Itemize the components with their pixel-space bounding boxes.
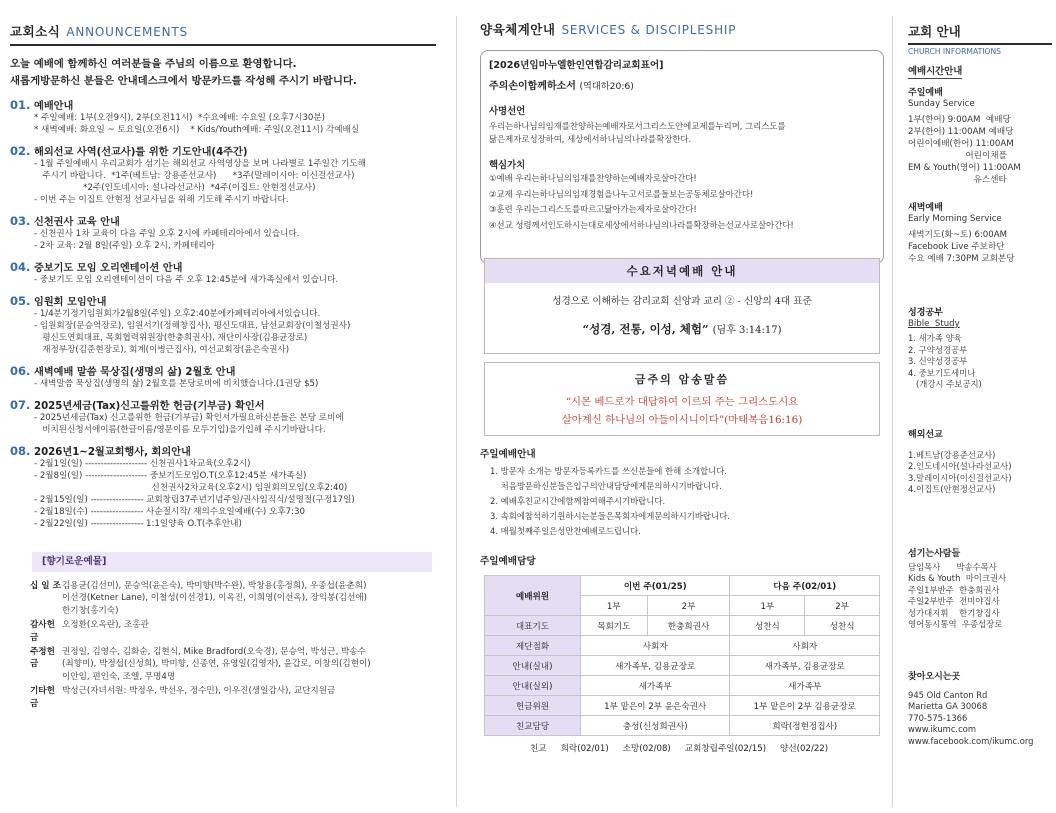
wednesday-service-subject: 성경으로 이해하는 감리교회 신앙과 교리 ② - 신앙의 4대 표준 <box>552 296 812 307</box>
wednesday-service-title: 수요저녁예배 안내 <box>485 259 879 283</box>
announcement-item: 03. 신천권사 교육 안내 - 신천권사 1차 교육이 다음 주일 오후 2시에 카페테리아에서 있습니다. - 2차 교육: 2월 8일(주일) 오후 2시, 카페테리아 <box>10 214 300 251</box>
wednesday-service-keywords: “성경, 전통, 이성, 체험” (딤후 3:14:17) <box>582 322 782 336</box>
church-info-title: 교회 안내 <box>908 22 1052 45</box>
values-title: 핵심가치 <box>489 160 526 171</box>
sunday-guide-list: 1. 방문자 소개는 방문자등록카드를 쓰신분들에 한해 소개합니다. 처음방문하신분들은입구의안내담당에게문의하시기바랍니다. 2. 예배후친교시간에함께참여해주시기바랍니다. 3. 속회에참석하기원하시는분들은목회자에게문의하시기바랍니다. 4. 매월첫째주일은성만찬예배로드립니다. <box>490 466 730 536</box>
column-divider-left <box>456 16 457 807</box>
offering-row: 감사헌금 오정환(오옥란), 조홍관 <box>30 620 149 643</box>
staff-title: 섬기는사람들 <box>908 548 961 559</box>
announcement-item: 07. 2025년세금(Tax)신고를위한 헌금(기부금) 확인서 - 2025년세금(Tax) 신고를위한 헌금(기부금) 확인서가필요하신분들은 본당 로비에 비치된신청서에이름(한글이름/영문이름 모두기입)을기입해 주시기바랍니다. <box>10 398 344 435</box>
offerings-header: [향기로운예물] <box>32 552 432 572</box>
table-row: 예배위원 이번 주(01/25) 다음 주(02/01) <box>485 576 880 596</box>
table-row: 대표기도 목회기도 한충희권사 성찬식 성찬식 <box>485 616 880 636</box>
dawn-service-times: 새벽기도(화~토) 6:00AM Facebook Live 주보하단 수요 예배 7:30PM 교회본당 <box>908 230 1015 264</box>
table-row: 안내(실외) 새가족부 새가족부 <box>485 676 880 696</box>
address-title: 찾아오시는곳 <box>908 671 961 682</box>
announcements-header <box>10 22 436 46</box>
mission-title: 사명선언 <box>489 106 526 117</box>
column-divider-right <box>892 16 893 807</box>
announcement-item: 01. 예배안내 * 주일예배: 1부(오전9시), 2부(오전11시) *수요예배: 수요일 (오후7시30분) * 새벽예배: 화요일 ~ 토요일(오전6시) * Kids/Youth예배: 주일(오전11시) 각예배실 <box>10 98 360 135</box>
table-row: 제단점화 사회자 사회자 <box>485 636 880 656</box>
announcements-title-en: ANNOUNCEMENTS <box>66 25 188 39</box>
offering-row: 기타헌금 박성근(자녀서원: 박정우, 박선우, 정수민), 이우진(생일감사), 교단지원금 <box>30 686 336 709</box>
announcement-item: 05. 임원회 모임안내 - 1/4분기정기임원회가2월8일(주일) 오후2:40분에카페테리아에서있습니다. - 임원회장(문승억장로), 임원서기(정해창집사), 평신도대표, 남선교회장(이철성권사) 평신도연회대표, 목회협력위원장(한충희권사), 재단이사장(김용균장로) 재정부장(김준현장로), 회계(이병근집사), 여선교회장(윤은숙권사) <box>10 294 351 355</box>
services-header <box>480 20 884 42</box>
church-address: 945 Old Canton Rd Marietta GA 30068 770-575-1366 www.ikumc.com www.facebook.com/ikumc.org <box>908 689 1034 746</box>
service-times-title: 예배시간안내 <box>908 63 962 79</box>
overseas-mission-list: 1.베트남(강용준선교사) 2.인도네시아(설나라선교사) 3.말레이시아(이신걸선교사) 4.이집트(안현정선교사) <box>908 449 1012 494</box>
services-title-en: SERVICES & DISCIPLESHIP <box>561 23 737 37</box>
dawn-service-en: Early Morning Service <box>908 214 1002 224</box>
table-row: 헌금위원 1부 맡은이 2부 윤은숙권사 1부 맡은이 2부 김용균장로 <box>485 696 880 716</box>
bible-study-title: 성경공부 <box>908 308 943 318</box>
services-column <box>472 0 884 754</box>
church-info-title-en: CHURCH INFORMATIONS <box>908 47 1001 56</box>
overseas-mission-title: 해외선교 <box>908 429 943 440</box>
welcome-text: 오늘 예배에 함께하신 여러분들을 주님의 이름으로 환영합니다. 새롭게방문하신 분들은 안내데스크에서 방문카드를 작성해 주시기 바랍니다. <box>10 58 357 87</box>
church-info-column <box>900 0 1056 747</box>
mission-box <box>480 50 884 264</box>
sunday-service-times: 1부(한어) 9:00AM 예배당 2부(한어) 11:00AM 예배당 어린이예배(한어) 11:00AM 어린이채플 EM & Youth(영어) 11:00AM 유스센타 <box>908 115 1021 185</box>
announcements-title: 교회소식 <box>10 24 61 39</box>
services-title: 양육체계안내 <box>480 22 556 37</box>
duty-table <box>484 575 880 736</box>
fellowship-schedule: 친교 희락(02/01) 소망(02/08) 교회창립주일(02/15) 양선(02/22) <box>530 744 829 754</box>
memory-verse: “시몬 베드로가 대답하여 이르되 주는 그리스도시요 살아계신 하나님의 아들이시니이다”(마태복음16:16) <box>561 396 803 426</box>
sunday-service-en: Sunday Service <box>908 99 975 109</box>
bible-study-en: Bible Study <box>908 319 960 329</box>
memory-verse-box <box>484 362 880 436</box>
mission-text: 우리는하나님의임재를찬양하는예배자로서그리스도안에교제를누리며, 그리스도를 닮은제자로성장하여, 세상에서하나님의나라를확장한다. <box>489 121 786 144</box>
sunday-service-title: 주일예배 <box>908 88 943 98</box>
values-list: ①예배 우리는하나님의임재를찬양하는예배자로살아간다! ②교제 우리는하나님의임재경험을나누고서로를돌보는공동체로살아간다! ③훈련 우리는그리스도를따르고닮아가는제자로살아간다! ④선교 성령께서인도하시는대로세상에서하나님의나라를확장하는선교사로살아간다! <box>489 173 794 230</box>
table-row: 친교담당 충성(신성희권사) 희락(정현정집사) <box>485 716 880 736</box>
announcement-item: 04. 중보기도 모임 오리엔테이션 안내 - 중보기도 모임 오리엔테이션이 다음 주 오후 12:45분에 새가족실에서 있습니다. <box>10 260 339 285</box>
sunday-guide-title: 주일예배안내 <box>480 449 536 460</box>
announcements-column <box>0 0 442 710</box>
announcement-item: 06. 새벽예배 말씀 묵상집(생명의 삶) 2월호 안내 - 새벽말씀 묵상집(생명의 삶) 2월호를 본당로비에 비치했습니다.(1권당 $5) <box>10 364 319 389</box>
announcement-item: 02. 해외선교 사역(선교사)를 위한 기도안내(4주간) - 1월 주일예배시 우리교회가 섬기는 해외선교 사역영상을 보며 나라별로 1주일간 기도해 주시기 바랍니다. *1주(베트남: 강용준선교사) *3주(말레이시아: 이신걸선교사) *2주(인도네시아: 설나라선교사) *4주(이집트: 안현정선교사) - 이번 주는 이집트 안현정 선교사님을 위해 기도해 주시기 바랍니다. <box>10 144 366 205</box>
announcement-item: 08. 2026년1~2월교회행사, 회의안내 - 2월1일(일) -------------------- 신천권사1차교육(오후2시) - 2월8일(일) -------------------- 중보기도모임O.T(오후12:45분 새가족실) 신천권사2차교육(오후2시) 임원회의모임(오후2:40) - 2월15일(일) ----------------- 교회창립37주년기념주일/권사임직식/설명절(구정17일) - 2월18일(수) ----------------- 사순절시작/ 재의수요일예배(수) 오후7:30 - 2월22일(일) ----------------- 1:1일양육 O.T(추후안내) <box>10 444 355 529</box>
wednesday-service-box <box>484 258 880 354</box>
motto: 주의손이함께하소서 (역대하20:6) <box>489 81 634 92</box>
duty-title: 주일예배담당 <box>480 556 536 567</box>
offerings-list <box>10 580 436 710</box>
offering-row: 십 일 조 김용균(김선미), 문승억(윤은숙), 박미향(박수완), 박창용(홍정희), 우종섭(윤춘희) 이선경(Ketner Lane), 이철성(이선경1), 이옥진, 이희영(이선옥), 장익봉(김선애) 한기창(홍기숙) <box>30 581 368 616</box>
dawn-service-title: 새벽예배 <box>908 203 943 213</box>
staff-list: 담임목사 박송수목사 Kids & Youth 마이크권사 주일1부반주 한충희권사 주일2부반주 전미야집사 성가대지휘 한기창집사 영어동시통역 우종섭장로 <box>908 561 1007 629</box>
offering-row: 주정헌금 권정일, 김영수, 김화순, 김현식, Mike Bradford(오숙경), 문승억, 박성근, 박송수 (최향미), 박정섭(신성희), 박미향, 신종연, 유영일(김영자), 윤갑로, 이창의(김현이) 이안임, 편인숙, 조엘, 무명4명 <box>30 647 371 682</box>
bible-study-list: 1. 새가족 양육 2. 구약성경공부 3. 신약성경공부 4. 중보기도세미나 (개강시 주보공지) <box>908 333 982 389</box>
table-row: 1부 2부 1부 2부 <box>485 596 880 616</box>
year-motto-label: [2026년임마누엘한인연합감리교회표어] <box>489 60 664 71</box>
table-row: 안내(실내) 새가족부, 김용균장로 새가족부, 김용균장로 <box>485 656 880 676</box>
memory-verse-title: 금주의 암송말씀 <box>634 373 730 386</box>
